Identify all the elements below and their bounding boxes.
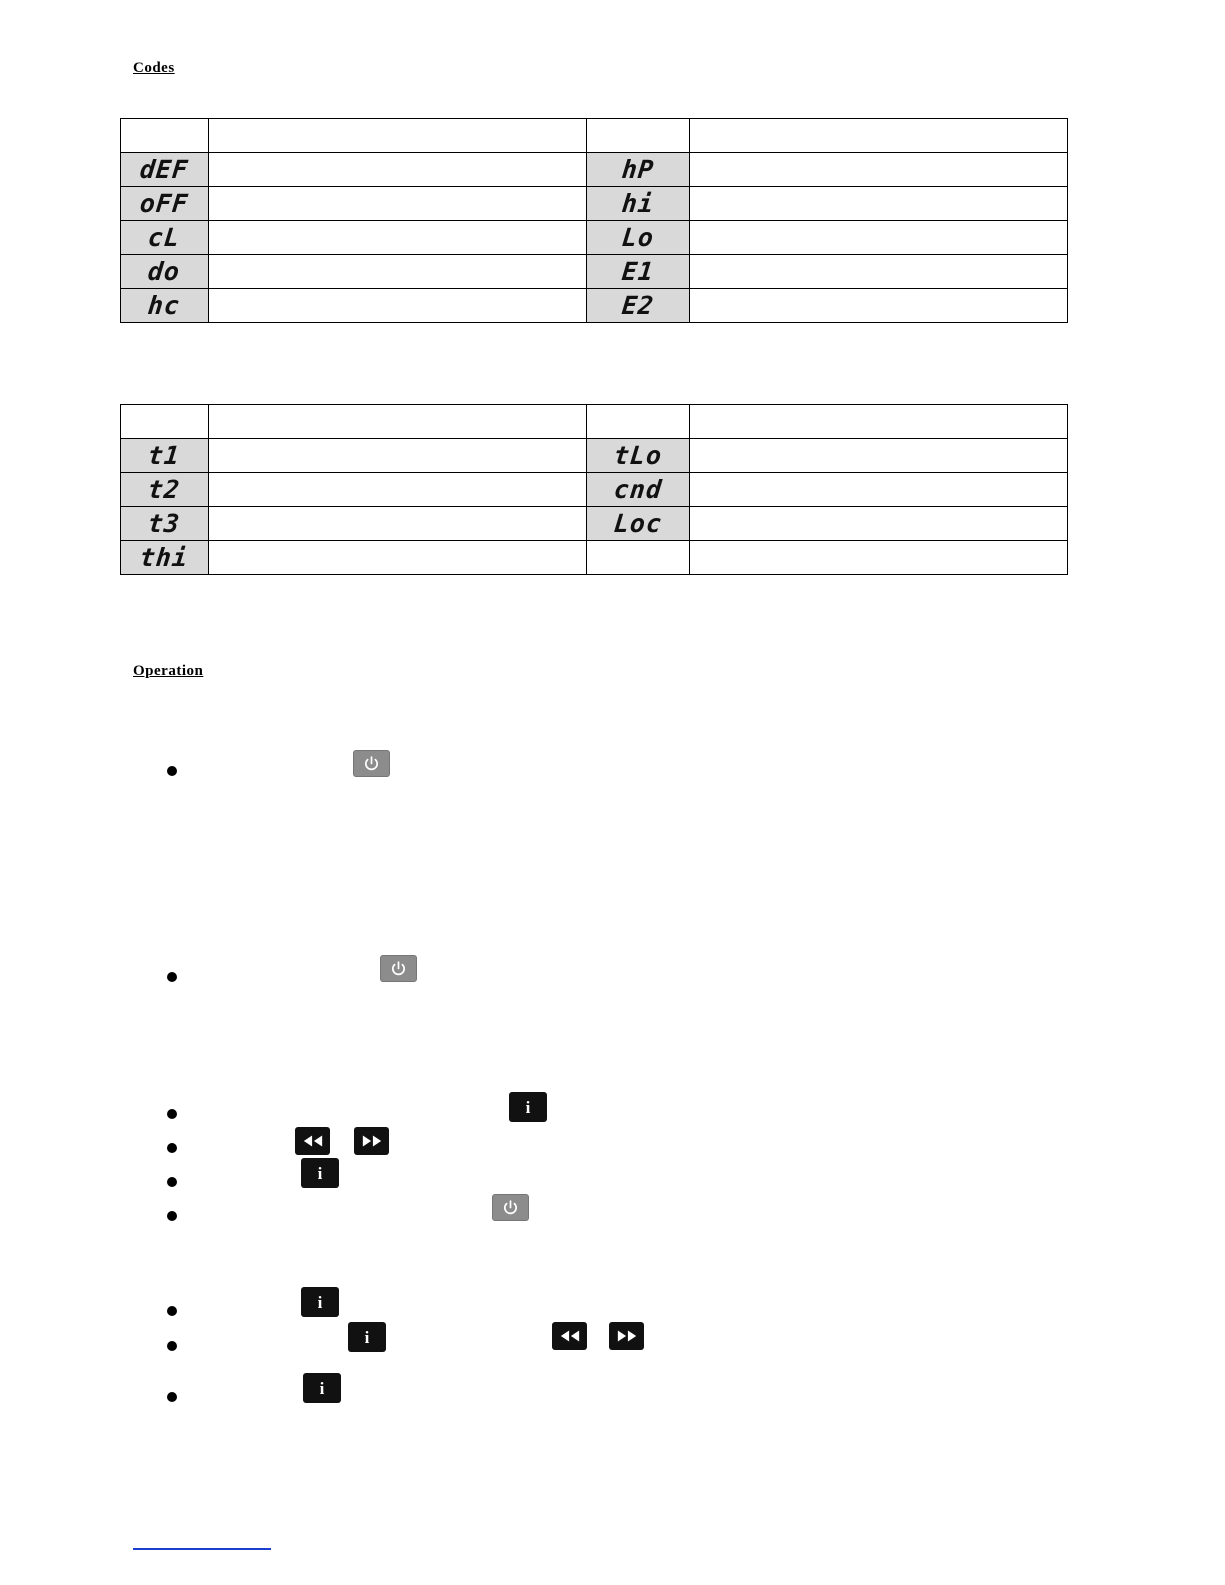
code-glyph: thi bbox=[138, 542, 191, 572]
description-cell bbox=[209, 507, 587, 541]
code-glyph: Lo bbox=[620, 222, 656, 252]
list-item-bullet bbox=[167, 1143, 177, 1153]
rewind-icon[interactable] bbox=[295, 1127, 330, 1155]
code-cell bbox=[587, 507, 690, 541]
code-cell bbox=[587, 255, 690, 289]
description-cell bbox=[209, 439, 587, 473]
code-glyph: E1 bbox=[620, 256, 656, 286]
list-item-bullet bbox=[167, 1177, 177, 1187]
list-item-bullet bbox=[167, 972, 177, 982]
code-glyph: t1 bbox=[146, 440, 183, 470]
code-glyph: dEF bbox=[138, 154, 191, 184]
code-glyph: hi bbox=[620, 188, 656, 218]
code-cell bbox=[587, 221, 690, 255]
code-glyph: cnd bbox=[612, 474, 664, 504]
description-cell bbox=[690, 289, 1068, 323]
info-glyph: i bbox=[317, 1292, 323, 1312]
header-cell-desc-right bbox=[690, 119, 1068, 153]
header-cell-desc-right bbox=[690, 405, 1068, 439]
code-cell bbox=[587, 439, 690, 473]
code-cell bbox=[121, 153, 209, 187]
table-row bbox=[121, 507, 1068, 541]
table-row bbox=[121, 289, 1068, 323]
code-glyph: do bbox=[146, 256, 183, 286]
section-1-heading: Codes bbox=[133, 60, 175, 76]
codes-table-1 bbox=[120, 118, 1068, 323]
list-item-bullet bbox=[167, 1211, 177, 1221]
table-header-row bbox=[121, 119, 1068, 153]
info-icon[interactable] bbox=[301, 1158, 339, 1188]
code-glyph: tLo bbox=[612, 440, 664, 470]
info-glyph: i bbox=[525, 1097, 531, 1117]
code-cell bbox=[121, 221, 209, 255]
code-cell bbox=[587, 473, 690, 507]
description-cell bbox=[209, 153, 587, 187]
description-cell bbox=[690, 221, 1068, 255]
code-cell bbox=[121, 541, 209, 575]
code-glyph: cL bbox=[146, 222, 183, 252]
description-cell bbox=[690, 507, 1068, 541]
code-glyph: hP bbox=[620, 154, 656, 184]
description-cell bbox=[690, 255, 1068, 289]
table-row bbox=[121, 221, 1068, 255]
table-row bbox=[121, 439, 1068, 473]
info-icon[interactable] bbox=[348, 1322, 386, 1352]
info-glyph: i bbox=[319, 1378, 325, 1398]
code-glyph: hc bbox=[146, 290, 183, 320]
list-item-bullet bbox=[167, 1392, 177, 1402]
footer-link[interactable] bbox=[133, 1548, 271, 1550]
power-icon[interactable] bbox=[380, 955, 417, 982]
code-cell bbox=[587, 289, 690, 323]
list-item-bullet bbox=[167, 1306, 177, 1316]
code-cell bbox=[121, 187, 209, 221]
info-icon[interactable] bbox=[303, 1373, 341, 1403]
header-cell-desc-left bbox=[209, 405, 587, 439]
description-cell bbox=[690, 153, 1068, 187]
section-3-heading: Operation bbox=[133, 663, 204, 679]
code-glyph: t3 bbox=[146, 508, 183, 538]
description-cell bbox=[209, 541, 587, 575]
info-glyph: i bbox=[317, 1163, 323, 1183]
codes-table-2 bbox=[120, 404, 1068, 575]
info-icon[interactable] bbox=[509, 1092, 547, 1122]
code-cell bbox=[587, 187, 690, 221]
description-cell bbox=[209, 289, 587, 323]
code-cell bbox=[121, 255, 209, 289]
table-row bbox=[121, 255, 1068, 289]
power-icon[interactable] bbox=[353, 750, 390, 777]
description-cell bbox=[209, 187, 587, 221]
code-cell bbox=[121, 473, 209, 507]
header-cell-code-right bbox=[587, 405, 690, 439]
info-icon[interactable] bbox=[301, 1287, 339, 1317]
description-cell bbox=[209, 221, 587, 255]
description-cell bbox=[209, 473, 587, 507]
empty-cell bbox=[587, 541, 690, 575]
table-header-row bbox=[121, 405, 1068, 439]
description-cell bbox=[690, 473, 1068, 507]
header-cell-desc-left bbox=[209, 119, 587, 153]
power-icon[interactable] bbox=[492, 1194, 529, 1221]
table-row bbox=[121, 541, 1068, 575]
rewind-icon[interactable] bbox=[552, 1322, 587, 1350]
empty-cell bbox=[690, 541, 1068, 575]
code-cell bbox=[121, 507, 209, 541]
info-glyph: i bbox=[364, 1327, 370, 1347]
code-cell bbox=[121, 439, 209, 473]
code-cell bbox=[121, 289, 209, 323]
description-cell bbox=[690, 439, 1068, 473]
table-row bbox=[121, 153, 1068, 187]
forward-icon[interactable] bbox=[609, 1322, 644, 1350]
code-cell bbox=[587, 153, 690, 187]
forward-icon[interactable] bbox=[354, 1127, 389, 1155]
header-cell-code-right bbox=[587, 119, 690, 153]
table-row bbox=[121, 473, 1068, 507]
description-cell bbox=[690, 187, 1068, 221]
code-glyph: oFF bbox=[138, 188, 191, 218]
code-glyph: t2 bbox=[146, 474, 183, 504]
list-item-bullet bbox=[167, 1341, 177, 1351]
header-cell-code-left bbox=[121, 119, 209, 153]
list-item-bullet bbox=[167, 766, 177, 776]
list-item-bullet bbox=[167, 1109, 177, 1119]
code-glyph: E2 bbox=[620, 290, 656, 320]
description-cell bbox=[209, 255, 587, 289]
table-row bbox=[121, 187, 1068, 221]
code-glyph: Loc bbox=[612, 508, 664, 538]
header-cell-code-left bbox=[121, 405, 209, 439]
